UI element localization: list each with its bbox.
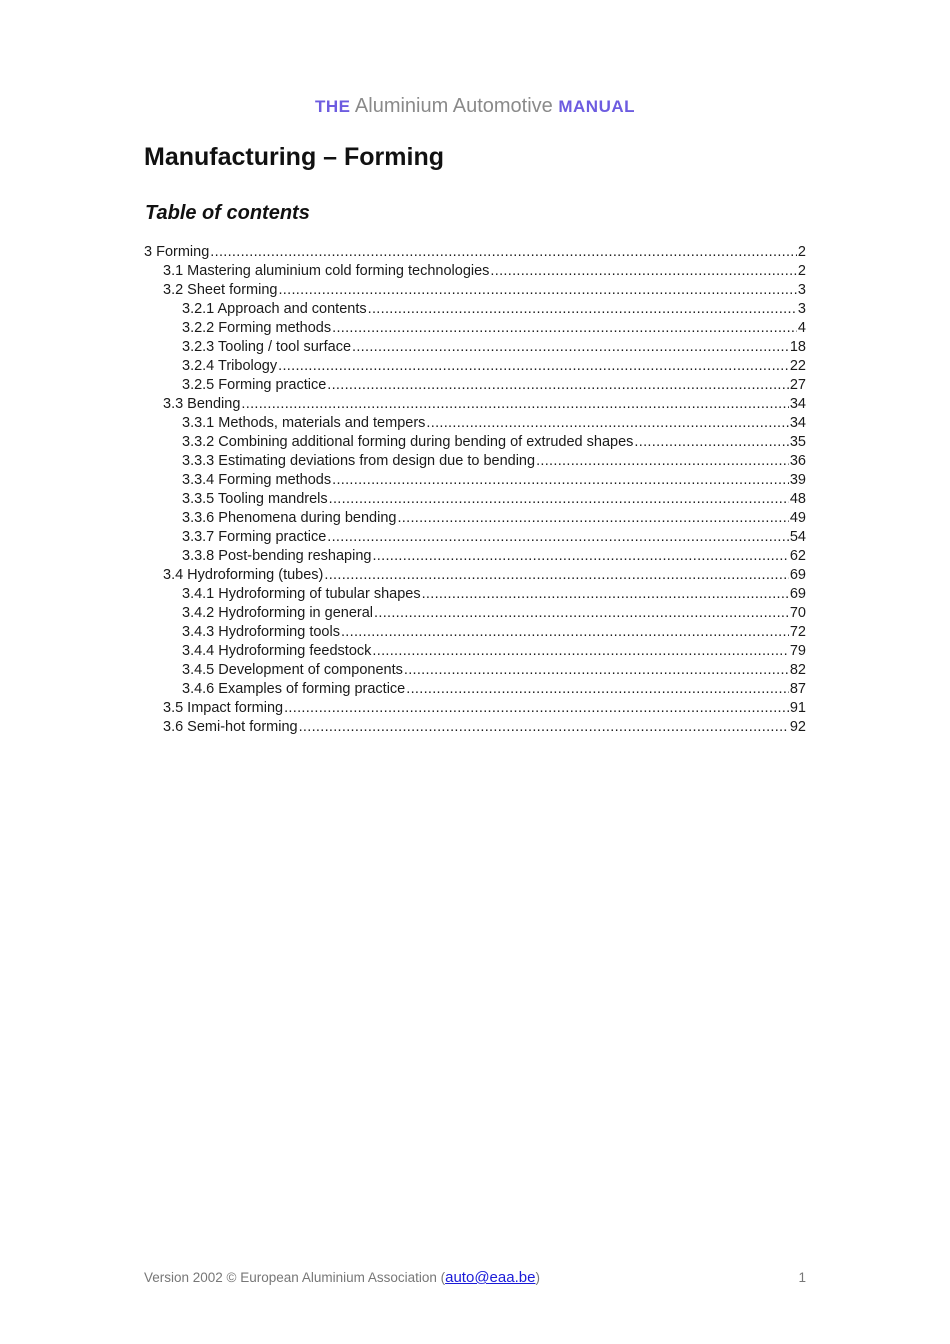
toc-entry[interactable]	[144, 680, 806, 699]
toc-entry-page: 36	[789, 453, 806, 469]
toc-entry[interactable]	[144, 300, 806, 319]
header-the: THE	[314, 97, 351, 116]
toc-entry[interactable]	[144, 661, 806, 680]
toc-entry-page: 92	[789, 719, 806, 735]
toc-leader-dots	[426, 414, 788, 433]
toc-entry-title: 3.3.8 Post-bending reshaping	[182, 548, 372, 564]
toc-entry-title: 3.4 Hydroforming (tubes)	[163, 567, 324, 583]
toc-entry[interactable]	[144, 376, 806, 395]
toc-entry-title: 3.3.4 Forming methods	[182, 472, 332, 488]
toc-entry-page: 70	[789, 605, 806, 621]
toc-entry[interactable]	[144, 604, 806, 623]
toc-entry[interactable]	[144, 433, 806, 452]
toc-entry-title: 3.2.1 Approach and contents	[182, 301, 367, 317]
toc-entry[interactable]	[144, 547, 806, 566]
toc-leader-dots	[278, 281, 796, 300]
toc-leader-dots	[536, 452, 789, 471]
footer-copyright-close: )	[535, 1270, 540, 1285]
toc-leader-dots	[490, 262, 797, 281]
toc-leader-dots	[327, 528, 789, 547]
toc-entry-title: 3.4.6 Examples of forming practice	[182, 681, 406, 697]
toc-entry-page: 69	[789, 567, 806, 583]
toc-leader-dots	[284, 699, 789, 718]
toc-entry-title: 3.3.6 Phenomena during bending	[182, 510, 397, 526]
toc-entry-page: 91	[789, 700, 806, 716]
toc-entry-title: 3.2.4 Tribology	[182, 358, 278, 374]
toc-entry-title: 3.3 Bending	[163, 396, 241, 412]
toc-leader-dots	[634, 433, 788, 452]
toc-leader-dots	[397, 509, 788, 528]
header-title: Aluminium Automotive	[354, 95, 553, 117]
toc-entry-title: 3.4.3 Hydroforming tools	[182, 624, 340, 640]
toc-leader-dots	[329, 490, 789, 509]
toc-entry-title: 3.3.2 Combining additional forming during bending of extruded shapes	[182, 434, 634, 450]
toc-leader-dots	[406, 680, 789, 699]
toc-entry-page: 2	[797, 244, 806, 260]
page-number: 1	[798, 1270, 806, 1285]
toc-entry-page: 34	[789, 415, 806, 431]
toc-entry[interactable]	[144, 338, 806, 357]
toc-entry-title: 3 Forming	[144, 244, 210, 260]
toc-entry-page: 3	[797, 282, 806, 298]
toc-leader-dots	[372, 547, 788, 566]
toc-entry-page: 87	[789, 681, 806, 697]
toc-leader-dots	[210, 243, 797, 262]
toc-entry-title: 3.4.5 Development of components	[182, 662, 403, 678]
toc-entry[interactable]	[144, 642, 806, 661]
toc-leader-dots	[278, 357, 789, 376]
toc-entry[interactable]	[144, 243, 806, 262]
toc-leader-dots	[374, 604, 789, 623]
footer-email-link[interactable]: auto@eaa.be	[445, 1269, 536, 1286]
toc-entry[interactable]	[144, 566, 806, 585]
toc-entry[interactable]	[144, 471, 806, 490]
toc-leader-dots	[299, 718, 789, 737]
toc-entry[interactable]	[144, 585, 806, 604]
toc-leader-dots	[404, 661, 789, 680]
toc-entry[interactable]	[144, 528, 806, 547]
toc-leader-dots	[422, 585, 789, 604]
toc-entry-page: 4	[797, 320, 806, 336]
toc-entry[interactable]	[144, 262, 806, 281]
toc-entry[interactable]	[144, 281, 806, 300]
toc-entry[interactable]	[144, 357, 806, 376]
toc-entry-page: 39	[789, 472, 806, 488]
manual-header	[0, 94, 950, 119]
table-of-contents	[144, 243, 806, 737]
toc-entry-page: 3	[797, 301, 806, 317]
toc-entry[interactable]	[144, 452, 806, 471]
toc-entry-title: 3.2.3 Tooling / tool surface	[182, 339, 352, 355]
toc-entry-title: 3.6 Semi-hot forming	[163, 719, 298, 735]
toc-entry-page: 69	[789, 586, 806, 602]
toc-entry-page: 48	[789, 491, 806, 507]
toc-entry[interactable]	[144, 414, 806, 433]
toc-entry[interactable]	[144, 699, 806, 718]
header-manual: MANUAL	[558, 97, 636, 116]
toc-leader-dots	[372, 642, 788, 661]
toc-leader-dots	[332, 319, 797, 338]
toc-entry-title: 3.2.5 Forming practice	[182, 377, 327, 393]
page-title: Manufacturing – Forming	[144, 143, 444, 171]
toc-entry-title: 3.3.5 Tooling mandrels	[182, 491, 328, 507]
toc-entry-title: 3.4.1 Hydroforming of tubular shapes	[182, 586, 421, 602]
toc-leader-dots	[324, 566, 788, 585]
toc-entry[interactable]	[144, 623, 806, 642]
toc-entry-page: 79	[789, 643, 806, 659]
toc-entry-page: 82	[789, 662, 806, 678]
toc-entry-title: 3.5 Impact forming	[163, 700, 284, 716]
toc-leader-dots	[368, 300, 797, 319]
toc-entry-page: 2	[797, 263, 806, 279]
toc-entry[interactable]	[144, 490, 806, 509]
toc-entry-title: 3.4.2 Hydroforming in general	[182, 605, 374, 621]
toc-entry-page: 72	[789, 624, 806, 640]
toc-entry[interactable]	[144, 319, 806, 338]
toc-leader-dots	[341, 623, 789, 642]
toc-entry-title: 3.3.1 Methods, materials and tempers	[182, 415, 426, 431]
toc-leader-dots	[241, 395, 788, 414]
toc-entry-page: 49	[789, 510, 806, 526]
toc-entry[interactable]	[144, 718, 806, 737]
toc-leader-dots	[327, 376, 789, 395]
toc-entry[interactable]	[144, 395, 806, 414]
toc-entry-title: 3.2 Sheet forming	[163, 282, 278, 298]
toc-leader-dots	[332, 471, 789, 490]
toc-entry-page: 18	[789, 339, 806, 355]
toc-entry[interactable]	[144, 509, 806, 528]
toc-entry-title: 3.3.3 Estimating deviations from design due to bending	[182, 453, 536, 469]
toc-entry-page: 22	[789, 358, 806, 374]
toc-entry-title: 3.4.4 Hydroforming feedstock	[182, 643, 372, 659]
toc-entry-page: 27	[789, 377, 806, 393]
toc-entry-title: 3.1 Mastering aluminium cold forming technologies	[163, 263, 490, 279]
toc-entry-title: 3.2.2 Forming methods	[182, 320, 332, 336]
toc-heading: Table of contents	[145, 202, 310, 224]
toc-leader-dots	[352, 338, 789, 357]
page-footer	[144, 1268, 806, 1288]
footer-copyright: Version 2002 © European Aluminium Association (	[144, 1270, 446, 1285]
toc-entry-title: 3.3.7 Forming practice	[182, 529, 327, 545]
toc-entry-page: 35	[789, 434, 806, 450]
toc-entry-page: 54	[789, 529, 806, 545]
toc-entry-page: 62	[789, 548, 806, 564]
toc-entry-page: 34	[789, 396, 806, 412]
